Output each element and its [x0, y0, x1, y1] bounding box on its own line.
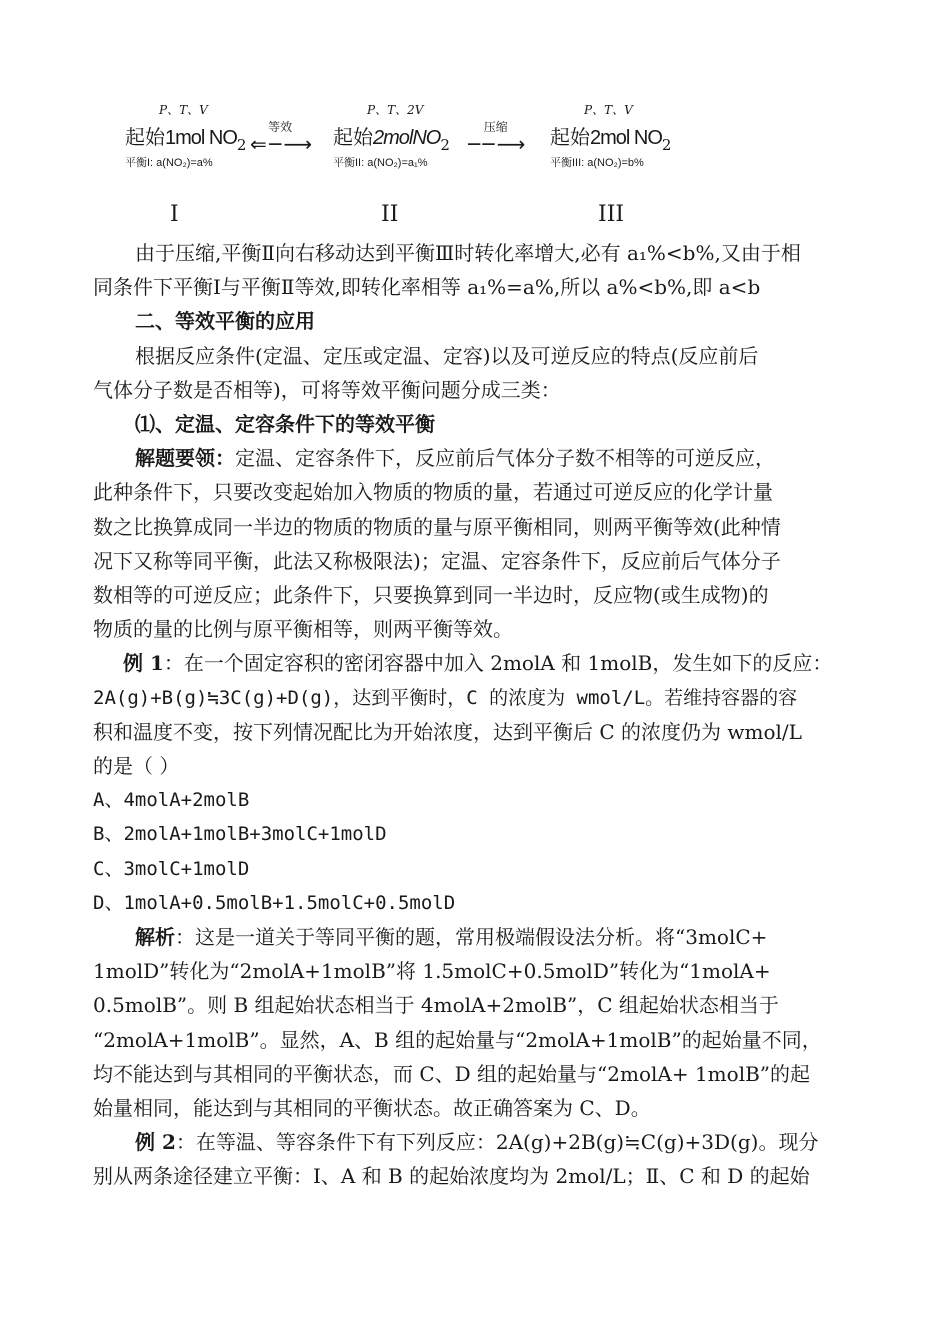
paragraph-line: “2molA+1molB”。显然，A、B 组的起始量与“2molA+1molB”的起始量不同， — [93, 1027, 822, 1052]
state-one — [125, 100, 246, 172]
paragraph-line: 别从两条途径建立平衡：Ⅰ、A 和 B 的起始浓度均为 2mol/L；Ⅱ、C 和 D 的起始 — [93, 1164, 810, 1189]
equivalent-arrow — [250, 120, 310, 155]
state-two-conditions: P、T、2V — [367, 103, 424, 117]
formula: 2mol NO — [590, 127, 662, 149]
paragraph-line — [93, 441, 883, 475]
paragraph-line: 数相等的可逆反应；此条件下，只要换算到同一半边时，反应物(或生成物)的 — [93, 583, 769, 608]
subscript: 2 — [661, 136, 672, 154]
state-three-start — [550, 120, 671, 154]
option-c: C、3molC+1molD — [93, 857, 250, 880]
paragraph-line: 的是（ ） — [93, 754, 180, 779]
paragraph-line: 同条件下平衡Ⅰ与平衡Ⅱ等效,即转化率相等 a₁%=a%,所以 a%<b%,即 a<b — [93, 275, 761, 300]
section-heading: 二、等效平衡的应用 — [135, 309, 315, 334]
state-two — [333, 100, 450, 172]
paragraph-line: 均不能达到与其相同的平衡状态，而 C、D 组的起始量与“2molA+ 1molB”的起 — [93, 1061, 811, 1086]
start-label: 起始 — [125, 125, 165, 149]
example-two-label: 例 2 — [135, 1130, 176, 1155]
paragraph-line: 况下又称等同平衡，此法又称极限法)；定温、定容条件下，反应前后气体分子 — [93, 548, 781, 573]
paragraph-line: 物质的量的比例与原平衡相等，则两平衡等效。 — [93, 617, 513, 642]
example-one-label: 例 1 — [123, 651, 164, 676]
compress-label: 压缩 — [483, 120, 508, 134]
paragraph-line: 数之比换算成同一半边的物质的物质的量与原平衡相同，则两平衡等效(此种情 — [93, 514, 781, 539]
subscript: 2 — [236, 136, 247, 154]
state-one-conditions: P、T、V — [159, 103, 208, 117]
subsection-heading: ⑴、定温、定容条件下的等效平衡 — [135, 412, 435, 437]
state-two-equilibrium: 平衡II: a(NO₂)=a₁% — [333, 157, 428, 169]
paragraph-line: 积和温度不变，按下列情况配比为开始浓度，达到平衡后 C 的浓度仍为 wmol/L — [93, 719, 802, 744]
option-d: D、1molA+0.5molB+1.5molC+0.5molD — [93, 891, 456, 914]
state-one-equilibrium: 平衡I: a(NO₂)=a% — [125, 157, 213, 169]
formula: 1mol NO — [165, 127, 237, 149]
right-arrow-icon: ─ ─ ⟶ — [468, 132, 524, 156]
analysis-text: ：这是一道关于等同平衡的题，常用极端假设法分析。将“3molC+ — [175, 925, 768, 950]
key-point-text: 定温、定容条件下，反应前后气体分子数不相等的可逆反应， — [235, 446, 775, 471]
compress-arrow — [468, 120, 523, 155]
option-b: B、2molA+1molB+3molC+1molD — [93, 823, 387, 846]
paragraph-line: 此种条件下，只要改变起始加入物质的物质的量，若通过可逆反应的化学计量 — [93, 480, 773, 505]
example-two-line — [93, 1125, 883, 1159]
paragraph-line: 根据反应条件(定温、定压或定温、定容)以及可逆反应的特点(反应前后 — [135, 343, 759, 368]
state-three-equilibrium: 平衡III: a(NO₂)=b% — [550, 157, 644, 169]
option-a: A、4molA+2molB — [93, 789, 250, 812]
analysis-label: 解析 — [135, 925, 175, 950]
roman-one: I — [170, 202, 179, 227]
start-label: 起始 — [333, 125, 373, 149]
subscript: 2 — [440, 136, 450, 154]
reaction-line: 2A(g)+B(g)≒3C(g)+D(g)，达到平衡时，C 的浓度为 wmol/L。若维持容器的容 — [93, 686, 798, 709]
paragraph-line: 由于压缩,平衡Ⅱ向右移动达到平衡Ⅲ时转化率增大,必有 a₁%<b%,又由于相 — [135, 241, 801, 265]
paragraph-line: 气体分子数是否相等)，可将等效平衡问题分成三类： — [93, 377, 561, 402]
state-two-start — [333, 120, 450, 154]
double-arrow-icon: ⇐ ─ ⟶ — [250, 132, 311, 156]
equivalent-label: 等效 — [268, 120, 293, 134]
analysis-line — [93, 920, 883, 954]
paragraph-line: 始量相同，能达到与其相同的平衡状态。故正确答案为 C、D。 — [93, 1096, 651, 1121]
paragraph-line: 1molD”转化为“2molA+1molB”将 1.5molC+0.5molD”转化为“1molA+ — [93, 959, 771, 984]
roman-two: II — [381, 202, 399, 227]
formula: 2molNO — [373, 127, 441, 149]
roman-three: III — [598, 202, 625, 227]
state-one-start — [125, 120, 246, 154]
example-one-line — [93, 646, 883, 680]
paragraph-line: 0.5molB”。则 B 组起始状态相当于 4molA+2molB”，C 组起始状态相当于 — [93, 993, 779, 1018]
state-three-conditions: P、T、V — [584, 103, 633, 117]
document-body — [93, 236, 883, 1194]
state-three — [550, 100, 671, 172]
example-two-text: ：在等温、等容条件下有下列反应：2A(g)+2B(g)≒C(g)+3D(g)。现分 — [175, 1130, 819, 1155]
start-label: 起始 — [550, 125, 590, 149]
equilibrium-scheme — [0, 100, 950, 235]
example-one-text: ：在一个固定容积的密闭容器中加入 2molA 和 1molB，发生如下的反应： — [163, 651, 833, 676]
key-point-label: 解题要领： — [135, 446, 235, 471]
